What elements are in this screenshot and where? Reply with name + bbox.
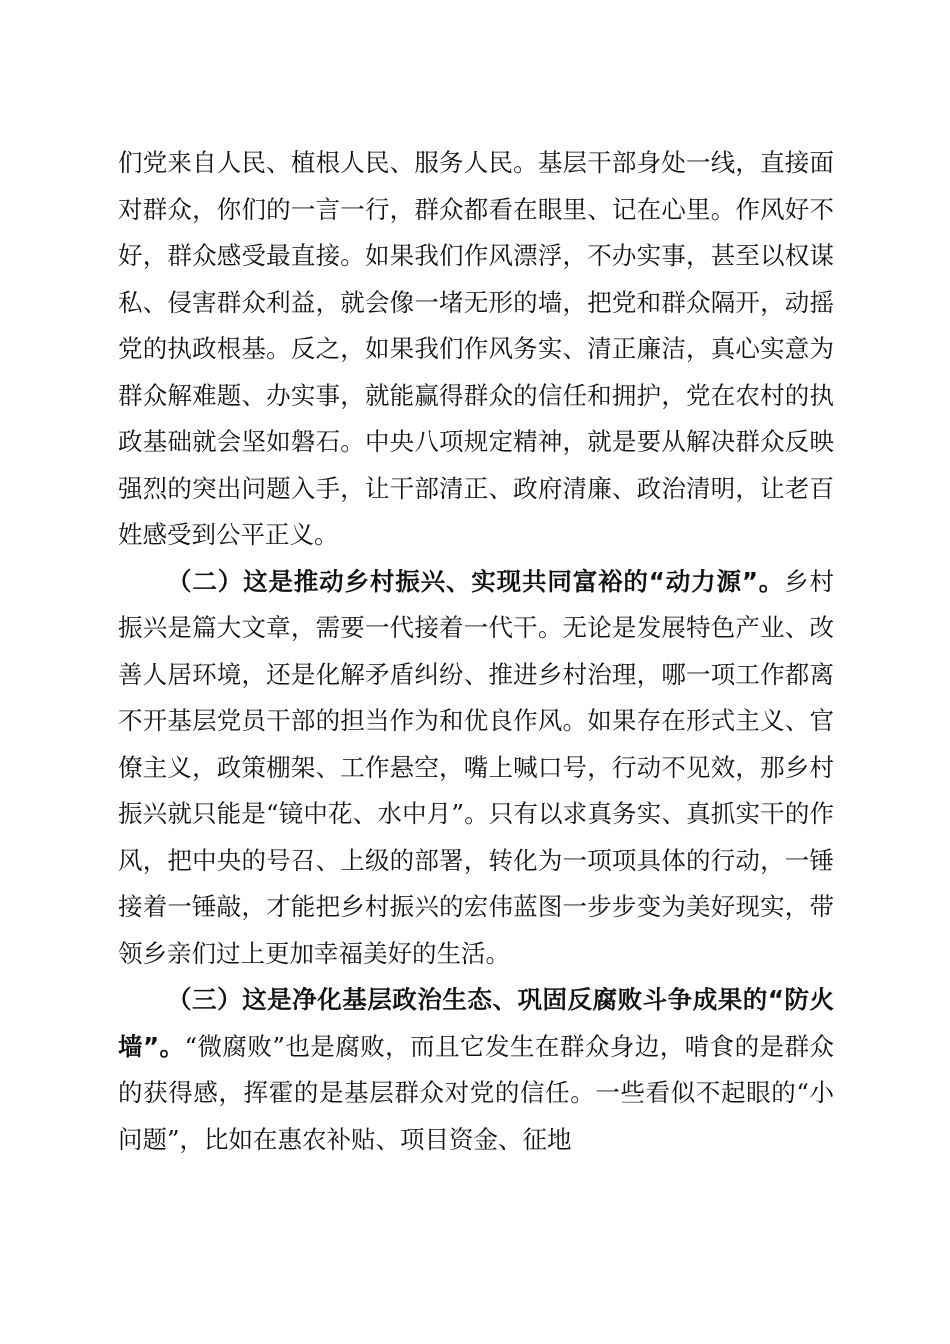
document-body <box>118 140 834 1163</box>
paragraph-3 <box>118 977 834 1163</box>
paragraph-3-heading: （三）这是净化基层政治生态、巩固反腐败斗争成果的“防火墙”。 <box>118 985 834 1061</box>
paragraph-1 <box>118 140 834 559</box>
paragraph-2-heading: （二）这是推动乡村振兴、实现共同富裕的“动力源”。 <box>167 566 785 596</box>
paragraph-2-text: 乡村振兴是篇大文章，需要一代接着一代干。无论是发展特色产业、改善人居环境，还是化解矛盾纠纷、推进乡村治理，哪一项工作都离不开基层党员干部的担当作为和优良作风。如果存在形式主义、官僚主义，政策棚架、工作悬空，嘴上喊口号，行动不见效，那乡村振兴就只能是“镜中花、水中月”。只有以求真务实、真抓实干的作风，把中央的号召、上级的部署，转化为一项项具体的行动，一锤接着一锤敲，才能把乡村振兴的宏伟蓝图一步步变为美好现实，带领乡亲们过上更加幸福美好的生活。 <box>118 566 834 968</box>
paragraph-1-text: 们党来自人民、植根人民、服务人民。基层干部身处一线，直接面对群众，你们的一言一行，群众都看在眼里、记在心里。作风好不好，群众感受最直接。如果我们作风漂浮，不办实事，甚至以权谋私、侵害群众利益，就会像一堵无形的墙，把党和群众隔开，动摇党的执政根基。反之，如果我们作风务实、清正廉洁，真心实意为群众解难题、办实事，就能赢得群众的信任和拥护，党在农村的执政基础就会坚如磐石。中央八项规定精神，就是要从解决群众反映强烈的突出问题入手，让干部清正、政府清廉、政治清明，让老百姓感受到公平正义。 <box>118 148 834 549</box>
paragraph-3-text: “微腐败”也是腐败，而且它发生在群众身边，啃食的是群众的获得感，挥霍的是基层群众对党的信任。一些看似不起眼的“小问题”，比如在惠农补贴、项目资金、征地 <box>118 1031 834 1154</box>
paragraph-2 <box>118 559 834 978</box>
